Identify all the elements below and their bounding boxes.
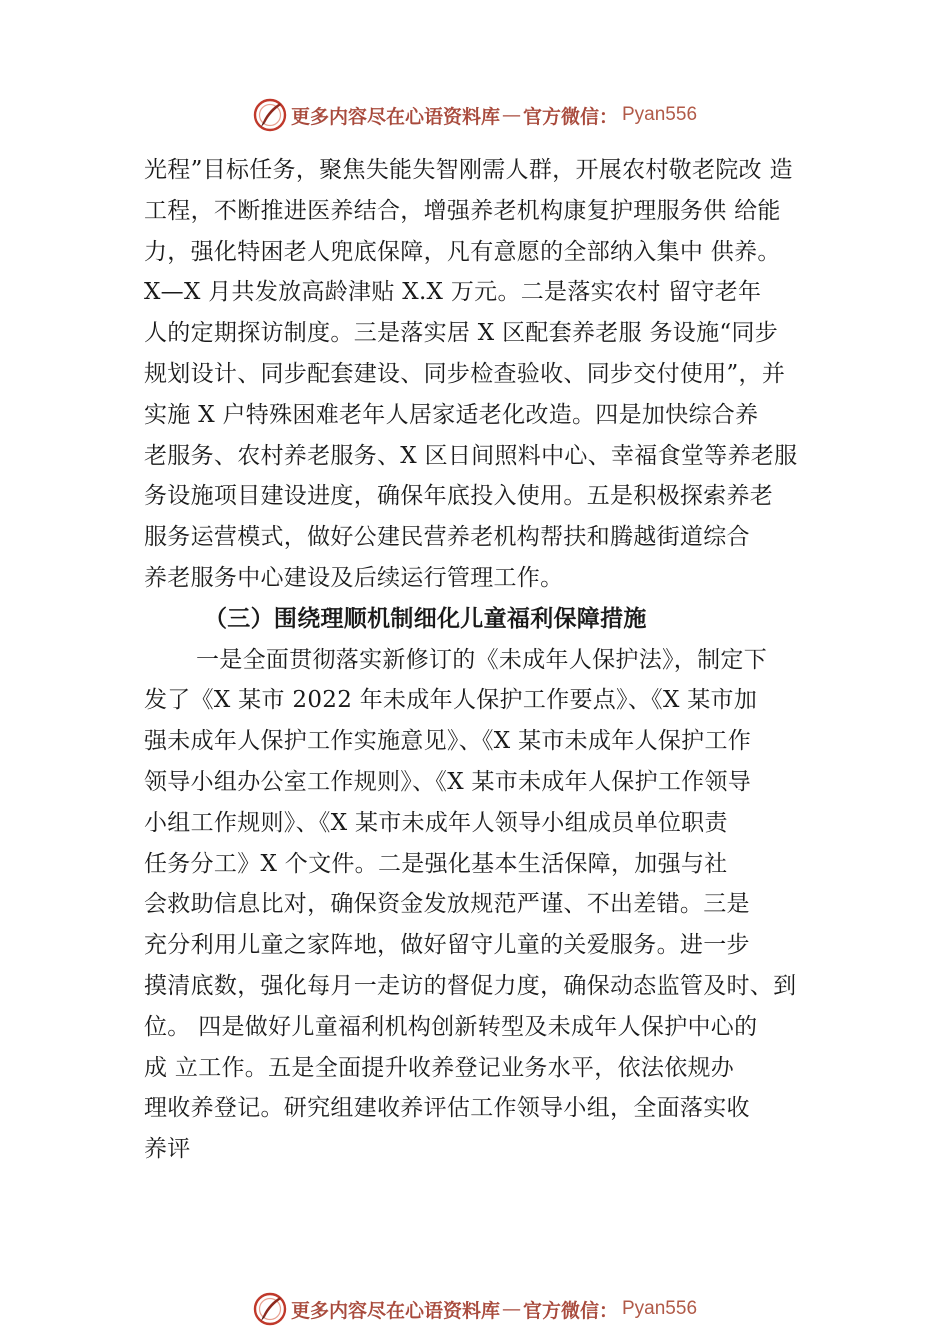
text-line: 成 立工作。五是全面提升收养登记业务水平，依法依规办	[144, 1054, 735, 1081]
text-line: 会救助信息比对，确保资金发放规范严谨、不出差错。三是	[144, 891, 750, 918]
text-line: 理收养登记。研究组建收养评估工作领导小组，全面落实收	[144, 1095, 750, 1122]
text-line: 人的定期探访制度。三是落实居 X 区配套养老服 务设施“同步	[144, 320, 779, 347]
quill-pen-logo-icon	[253, 98, 287, 132]
watermark-text: 更多内容尽在心语资料库	[290, 1299, 500, 1322]
watermark-dash: —	[501, 104, 521, 126]
quill-pen-logo-icon	[253, 1292, 287, 1326]
text-line: 强未成年人保护工作实施意见》、《X 某市未成年人保护工作	[144, 728, 752, 755]
text-line: 规划设计、同步配套建设、同步检查验收、同步交付使用”，并	[144, 360, 786, 387]
document-body	[144, 150, 824, 1170]
text-line: 充分利用儿童之家阵地，做好留守儿童的关爱服务。进一步	[144, 932, 750, 959]
watermark-handle: Pyan556	[622, 1298, 698, 1319]
text-line: 老服务、农村养老服务、X 区日间照料中心、幸福食堂等养老服	[144, 442, 798, 469]
section-heading: （三）围绕理顺机制细化儿童福利保障措施	[204, 604, 647, 632]
watermark-handle: Pyan556	[622, 104, 698, 125]
text-line: 位。 四是做好儿童福利机构创新转型及未成年人保护中心的	[144, 1013, 758, 1040]
text-line: 服务运营模式，做好公建民营养老机构帮扶和腾越街道综合	[144, 524, 750, 551]
footer-watermark	[0, 1287, 950, 1331]
text-line: 实施 X 户特殊困难老年人居家适老化改造。四是加快综合养	[144, 401, 759, 428]
text-line: 力，强化特困老人兜底保障，凡有意愿的全部纳入集中 供养。	[144, 238, 781, 265]
text-line: 光程”目标任务，聚焦失能失智刚需人群，开展农村敬老院改 造	[144, 157, 793, 183]
text-line: 工程，不断推进医养结合，增强养老机构康复护理服务供 给能	[144, 197, 781, 224]
text-line: 养老服务中心建设及后续运行管理工作。	[144, 564, 564, 591]
text-line: 领导小组办公室工作规则》、《X 某市未成年人保护工作领导	[144, 768, 752, 795]
text-line: 小组工作规则》、《X 某市未成年人领导小组成员单位职责	[144, 809, 728, 836]
watermark-text: 更多内容尽在心语资料库	[290, 105, 500, 128]
watermark-official: 官方微信：	[522, 1299, 618, 1322]
text-line: 摸清底数，强化每月一走访的督促力度，确保动态监管及时、到	[144, 972, 797, 999]
watermark-official: 官方微信：	[522, 105, 618, 128]
text-line: 务设施项目建设进度，确保年底投入使用。五是积极探索养老	[144, 483, 774, 510]
watermark-dash: —	[501, 1298, 521, 1320]
text-line: 一是全面贯彻落实新修订的《未成年人保护法》，制定下	[196, 646, 767, 673]
text-line: 养评	[144, 1136, 191, 1163]
text-line: X—X 月共发放高龄津贴 X.X 万元。二是落实农村 留守老年	[144, 279, 762, 306]
header-watermark	[0, 93, 950, 137]
text-line: 发了《X 某市 2022 年未成年人保护工作要点》、《X 某市加	[144, 687, 758, 714]
text-line: 任务分工》X 个文件。二是强化基本生活保障，加强与社	[144, 850, 728, 877]
